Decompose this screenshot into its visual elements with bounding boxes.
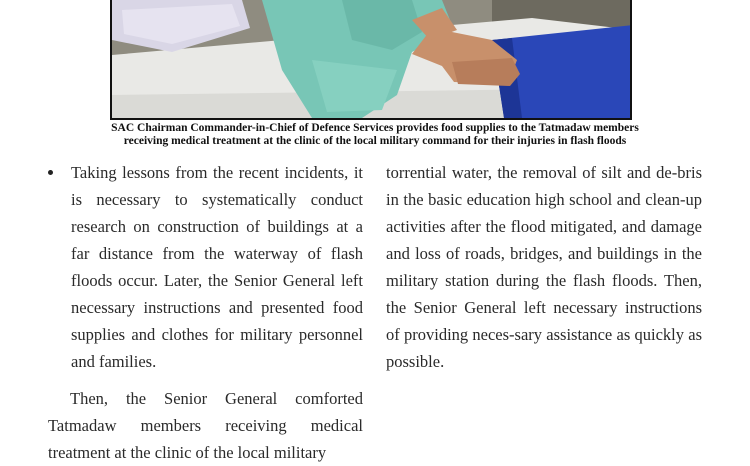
bullet-paragraph: Taking lessons from the recent incidents, it is necessary to systematically conduct research on construction of buildings at a far distance from the waterway of flash floods occur. Later, the Senior General left necessary instructions and presented food supplies and clothes for military personnel and families. (71, 163, 363, 371)
body-paragraph-right: torrential water, the removal of silt and de-bris in the basic education high school and clean-up activities after the flood mitigated, and damage and loss of roads, bridges, and buildings in the military station during the flash floods. Then, the Senior General left necessary instructions of providing neces-sary assistance as quickly as possible. (386, 163, 702, 371)
photo-caption (60, 122, 690, 148)
bullet-dot-icon (48, 170, 53, 175)
hospital-bed-illustration (112, 0, 632, 120)
bullet-item (48, 159, 363, 375)
right-column (386, 159, 702, 375)
news-photo (110, 0, 632, 120)
left-column (48, 159, 363, 466)
caption-line-2: receiving medical treatment at the clinic of the local military command for their injuries in flash floods (123, 135, 627, 147)
caption-line-1: SAC Chairman Commander-in-Chief of Defence Services provides food supplies to the Tatmadaw members (111, 122, 639, 134)
body-paragraph: Then, the Senior General comforted Tatmadaw members receiving medical treatment at the clinic of the local military (48, 389, 363, 462)
